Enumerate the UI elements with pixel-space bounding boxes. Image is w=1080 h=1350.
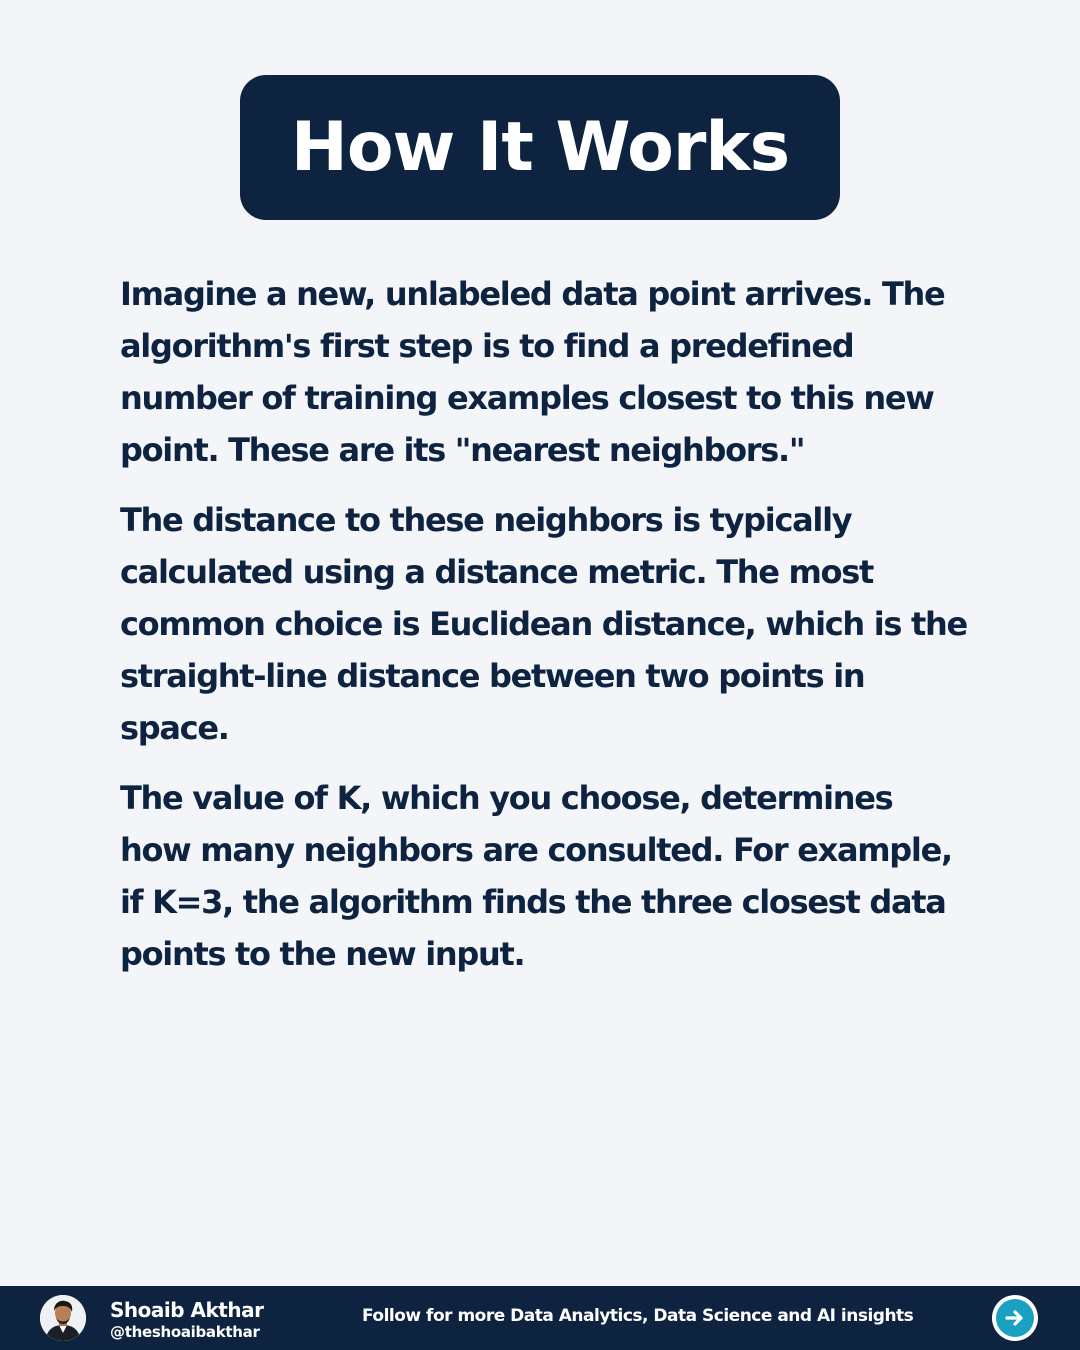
avatar[interactable] [40, 1295, 86, 1341]
title-banner [240, 75, 840, 220]
paragraph-1: Imagine a new, unlabeled data point arrives. The algorithm's first step is to find a predefined number of training examples closest to this new point. These are its "nearest neighbors." [120, 275, 945, 469]
avatar-photo-icon [40, 1295, 86, 1341]
author-handle[interactable]: @theshoaibakthar [110, 1323, 260, 1341]
footer-bar [0, 1286, 1080, 1350]
author-name: Shoaib Akthar [110, 1298, 264, 1322]
page-title: How It Works [290, 108, 790, 187]
body-content [120, 268, 970, 998]
paragraph-2: The distance to these neighbors is typically calculated using a distance metric. The most common choice is Euclidean distance, which is the straight-line distance between two points in space. [120, 501, 967, 747]
next-button[interactable] [992, 1295, 1038, 1341]
arrow-right-icon [1003, 1306, 1027, 1330]
paragraph-3: The value of K, which you choose, determines how many neighbors are consulted. For example, if K=3, the algorithm finds the three closest data points to the new input. [120, 779, 952, 973]
next-button-inner [996, 1299, 1034, 1337]
follow-message: Follow for more Data Analytics, Data Science and AI insights [362, 1306, 914, 1326]
